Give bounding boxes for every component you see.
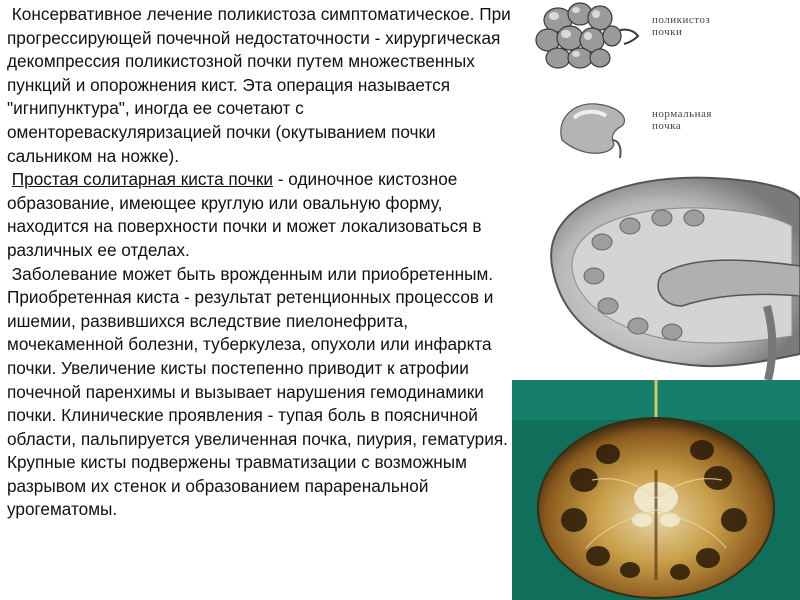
paragraph-1-text: Консервативное лечение поликистоза симптоматическое. При прогрессирующей почечной недостаточности - хирургическая декомпрессия поликистозной почки путем множественных пункций и опорожнения кист. Эта операция называется "игнипунктура", иногда ее сочетают с оментореваскуляризацией почки (окутыванием почки сальником на ножке). — [7, 4, 511, 166]
polycystic-kidney-label — [652, 14, 710, 38]
normal-label-line-1: нормальная — [652, 108, 712, 120]
paragraph-solitary-cyst — [7, 168, 512, 262]
paragraph-disease-origin — [7, 263, 512, 523]
polycystic-kidney-sketch — [528, 0, 650, 72]
solitary-cyst-term: Простая солитарная киста почки — [11, 169, 273, 190]
paragraph-2-text: - одиночное кистозное образование, имеющее круглую или овальную форму, находится на поверхности почки и может локализоваться в различных ее отделах. — [7, 169, 482, 260]
normal-label-line-2: почка — [652, 120, 682, 132]
paragraph-3-text: Заболевание может быть врожденным или приобретенным. Приобретенная киста - результат ретенционных процессов и ишемии, развившихся вследствие пиелонефрита, мочекаменной болезни, туберкулеза, опухоли или инфаркта почки. Увеличение кисты постепенно приводит к атрофии почечной паренхимы и вызывает нарушения гемодинамики почки. Клинические проявления - тупая боль в поясничной области, пальпируется увеличенная почка, пиурия, гематурия. Крупные кисты подвержены травматизации с возможным разрывом их стенок и образованием параренальной урогематомы. — [7, 263, 508, 520]
normal-kidney-sketch — [552, 96, 652, 160]
polycystic-label-line-1: поликистоз — [652, 14, 711, 26]
article-text — [7, 3, 512, 522]
kidney-section-drawing — [512, 156, 800, 380]
paragraph-conservative-treatment — [7, 3, 512, 168]
normal-kidney-label — [652, 108, 712, 132]
polycystic-label-line-2: почки — [652, 26, 683, 38]
kidney-specimen-photo — [512, 380, 800, 600]
